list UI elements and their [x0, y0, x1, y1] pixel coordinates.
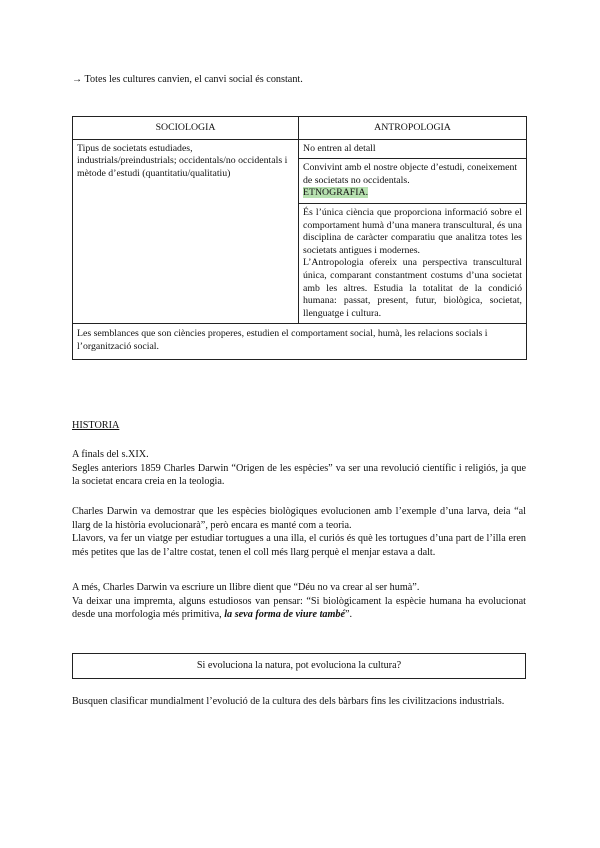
etnografia-highlight: ETNOGRAFIA. — [303, 187, 369, 199]
header-sociologia: SOCIOLOGIA — [73, 117, 299, 140]
comparison-table — [72, 116, 527, 360]
intro-line: → Totes les cultures canvien, el canvi social és constant. — [72, 74, 303, 85]
antropologia-text-3b: L’Antropologia ofereix una perspectiva transcultural única, comparant constantment costums d’una societat amb les altres. Estudia la totalitat de la condició humana: passat, present, futur, biològica, societat, llenguatge i cultura. — [303, 257, 522, 319]
paragraph-3-line-2 — [72, 595, 526, 622]
antropologia-cell-3 — [299, 203, 527, 323]
antropologia-cell-2 — [299, 159, 527, 204]
paragraph-4: Busquen clasificar mundialment l’evolució de la cultura des dels bàrbars fins les civilitzacions industrials. — [72, 696, 505, 707]
paragraph-3-line-1: A més, Charles Darwin va escriure un llibre dient que “Déu no va crear al ser humà”. — [72, 582, 420, 593]
antropologia-cell-1: No entren al detall — [299, 139, 527, 159]
table-header-row — [73, 117, 527, 140]
paragraph-3-text: Va deixar una impremta, alguns estudiosos van pensar: “Si biològicament la espècie humana ha evolucionat desde una morfologia més primitiva, — [72, 595, 526, 621]
paragraph-2 — [72, 505, 526, 559]
paragraph-1-line-1: A finals del s.XIX. — [72, 449, 149, 460]
paragraph-2-line-2: Llavors, va fer un viatge per estudiar tortugues a una illa, el curiós és què les tortugues d’una part de l’illa eren més petites que las de l’altre costat, tenen el coll més llarg perquè el menjar estava a dalt. — [72, 533, 526, 558]
sociologia-cell: Tipus de societats estudiades, industrials/preindustrials; occidentals/no occidentals i mètode d’estudi (quantitatiu/qualitatiu) — [73, 139, 299, 324]
header-antropologia: ANTROPOLOGIA — [299, 117, 527, 140]
antropologia-text-2: Convivint amb el nostre objecte d’estudi, coneixement de societats no occidentals. — [303, 162, 518, 186]
paragraph-3-bold: la seva forma de viure també — [224, 609, 346, 621]
paragraph-1-line-2: Segles anteriors 1859 Charles Darwin “Origen de les espècies” va ser una revolució científic i religiós, ja que la societat encara creia en la teologia. — [72, 462, 526, 488]
paragraph-1 — [72, 448, 526, 489]
historia-heading: HISTORIA — [72, 420, 120, 431]
question-box: Si evoluciona la natura, pot evoluciona la cultura? — [72, 653, 526, 679]
antropologia-text-3a: És l’única ciència que proporciona informació sobre el comportament humà d’una manera transcultural, és una disciplina de caràcter comparatiu que analitza totes les societats antigues i modernes. — [303, 206, 522, 256]
table-row — [73, 139, 527, 159]
paragraph-3-end: ”. — [345, 609, 353, 621]
table-footer-cell: Les semblances que son ciències properes, estudien el comportament social, humà, les relacions socials i l’organització social. — [73, 324, 527, 359]
paragraph-3 — [72, 581, 526, 622]
table-footer-row — [73, 324, 527, 359]
paragraph-2-line-1: Charles Darwin va demostrar que les espècies biològiques evolucionen amb l’exemple d’una larva, deia “al llarg de la història evolucionarà”, però encara es manté com a teoria. — [72, 506, 526, 531]
